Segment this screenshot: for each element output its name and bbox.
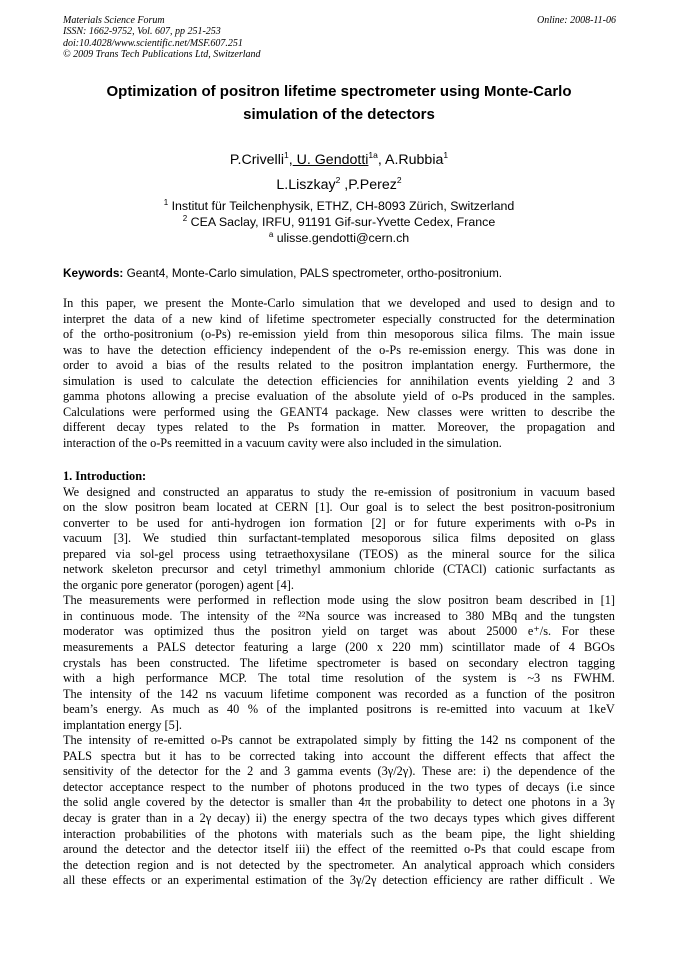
author-rubbia-sup: 1 — [443, 150, 449, 160]
author-liszkay: L.Liszkay — [276, 177, 336, 193]
body-line: beam’s energy. As much as 40 % of the implanted positrons is re-emitted into vacuum at 1keV — [63, 702, 615, 717]
body-line: detector acceptance respect to the number of photons produced in the two types of decays (i.e since — [63, 779, 615, 794]
body-line: around the detector and the detector itself iii) the effect of the reemitted o-Ps that could escape from — [63, 842, 615, 857]
authors-line-2: L.Liszkay$^2$ ,P.Perez$^2$ — [276, 175, 402, 193]
affiliation-1-text: Institut für Teilchenphysik, ETHZ, CH-8093 Zürich, Switzerland — [171, 199, 515, 213]
author-liszkay-sup: 2 — [335, 175, 341, 185]
journal-header — [63, 15, 618, 61]
abstract-line: simulation is used to calculate the detection efficiencies for annihilation events yielding 2 and 3 — [63, 373, 615, 388]
affiliation-2 — [63, 214, 615, 230]
affiliation-1 — [63, 198, 615, 214]
author-list — [63, 148, 615, 198]
journal-doi: doi:10.4028/www.scientific.net/MSF.607.251 — [63, 37, 243, 49]
journal-issn: ISSN: 1662-9752, Vol. 607, pp 251-253 — [63, 26, 221, 38]
body-line: measurements a PALS detector featuring a large (200 x 220 mm) scintillator made of 4 BGOs — [63, 640, 615, 655]
body-line: The intensity of re-emitted o-Ps cannot be extrapolated simply by fitting the 142 ns component of the — [63, 733, 615, 748]
section-heading: 1. Introduction: — [63, 469, 147, 483]
affiliation-1-sup: 1 — [163, 198, 169, 207]
authors-line-1: P.Crivelli$^1$, U. Gendotti$^{1a}$, A.Rubbia$^1$ — [229, 150, 449, 168]
author-gendotti — [293, 152, 369, 168]
body-line: with a high performance MCP. The total time resolution of the system is ~3 ns FWHM. — [63, 671, 615, 686]
body-line: in continuous mode. The intensity of the ²²Na source was increased to 380 MBq and the tungsten — [63, 608, 615, 623]
body-line: network skeleton precursor and cetyl trimethyl ammonium chloride (CTACl) cationic surfactants as — [63, 562, 615, 577]
body-line: moderator was optimized thus the positron yield on target was about 25000 e⁺/s. For these — [63, 624, 615, 639]
author-gendotti-sup: 1a — [368, 150, 378, 160]
abstract — [63, 296, 615, 451]
abstract-line: was to have the detection efficiency independent of the o-Ps re-emission energy. This was done in — [63, 342, 615, 357]
introduction-section — [63, 469, 615, 889]
title-line-2: simulation of the detectors — [243, 106, 435, 123]
abstract-line: order to avoid a bias of the results related to the positron implantation energy. Furthermore, the — [63, 358, 615, 373]
author-perez-sup: 2 — [396, 175, 402, 185]
online-date: Online: 2008-11-06 — [537, 15, 616, 26]
body-line: The measurements were performed in reflection mode using the slow positron beam described in [1] — [63, 593, 615, 608]
affiliation-2-text: CEA Saclay, IRFU, 91191 Gif-sur-Yvette Cedex, France — [190, 215, 496, 229]
journal-name: Materials Science Forum — [63, 15, 165, 26]
email-text: ulisse.gendotti@cern.ch — [276, 231, 410, 245]
keywords-text: Geant4, Monte-Carlo simulation, PALS spectrometer, ortho-positronium. — [123, 266, 503, 280]
author-gendotti-name: U. Gendotti — [292, 152, 369, 168]
keywords-label: Keywords: — [63, 266, 124, 280]
abstract-line: In this paper, we present the Monte-Carlo simulation that we developed and used to design and to — [63, 296, 615, 310]
body-line: converter to be used for anti-hydrogen ion formation [2] or for future experiments with o-Ps in — [63, 515, 615, 530]
body-line: the solid angle covered by the detector is smaller than 4π the probability to detect one photons in a 3γ — [63, 795, 615, 810]
body-line: the organic pore generator (porogen) agent [4]. — [63, 577, 294, 592]
author-perez: P.Perez — [348, 177, 397, 193]
abstract-line: of the ortho-positronium (o-Ps) re-emission yield from thin mesoporous silica films. The main issue — [63, 327, 615, 342]
abstract-line: different decay types related to the Ps formation in matter. Moreover, the propagation and — [63, 420, 615, 435]
body-line: sensitivity of the detector for the 2 and 3 gamma events (3γ/2γ). These are: i) the dependence of the — [63, 764, 615, 779]
body-line: The intensity of the 142 ns vacuum lifetime component was recorded as a function of the positron — [63, 686, 615, 701]
author-crivelli: P.Crivelli — [229, 152, 285, 168]
body-line: decay is grater than in a 2γ decay) ii) the energy spectra of the two decays types which gives different — [63, 811, 615, 826]
body-line: all these effects or an experimental estimation of the 3γ/2γ detection efficiency are rather difficult . We — [63, 873, 615, 888]
body-line: implantation energy [5]. — [63, 717, 182, 732]
abstract-line: interaction of the o-Ps reemitted in a vacuum cavity were also included in the simulation. — [63, 435, 502, 450]
affiliations — [63, 198, 615, 246]
body-line: crystals has been constructed. The lifetime spectrometer is based on secondary electron tagging — [63, 655, 615, 670]
author-rubbia: A.Rubbia — [385, 152, 444, 168]
abstract-line: interpret the data of a new kind of lifetime spectrometer especially constructed for the determination — [63, 311, 615, 326]
author-crivelli-sup: 1 — [284, 150, 289, 160]
abstract-line: gamma photons allowing a precise evaluation of the absolute yield of o-Ps produced in the samples. — [63, 389, 615, 404]
body-line: the detection region and is not detected by the spectrometer. An analytical approach which considers — [63, 857, 615, 872]
keywords — [63, 266, 618, 280]
introduction-text — [63, 485, 615, 889]
body-line: PALS spectra but it has to be corrected taking into account the different effects that affect the — [63, 748, 615, 763]
email-sup: a — [268, 230, 274, 239]
body-line: on the slow positron beam located at CERN [1]. Our goal is to select the best positron-positronium — [63, 500, 615, 515]
paper-title — [63, 80, 615, 126]
contact-email — [63, 230, 615, 246]
body-line: interaction probabilities of the photons with materials such as the beam pipe, the light shielding — [63, 826, 615, 841]
body-line: vacuum [3]. We studied thin surfactant-templated mesoporous silica films deposited on glass — [63, 531, 615, 546]
body-line: prepared via sol-gel process using tetraethoxysilane (TEOS) as the mineral source for the silica — [63, 546, 615, 561]
title-line-1: Optimization of positron lifetime spectrometer using Monte-Carlo — [106, 83, 572, 100]
journal-copyright: © 2009 Trans Tech Publications Ltd, Switzerland — [63, 49, 261, 61]
body-line: We designed and constructed an apparatus to study the re-emission of positronium in vacuum based — [63, 484, 615, 499]
affiliation-2-sup: 2 — [182, 214, 188, 223]
abstract-line: Calculations were performed using the GEANT4 package. New classes were written to describe the — [63, 404, 615, 419]
